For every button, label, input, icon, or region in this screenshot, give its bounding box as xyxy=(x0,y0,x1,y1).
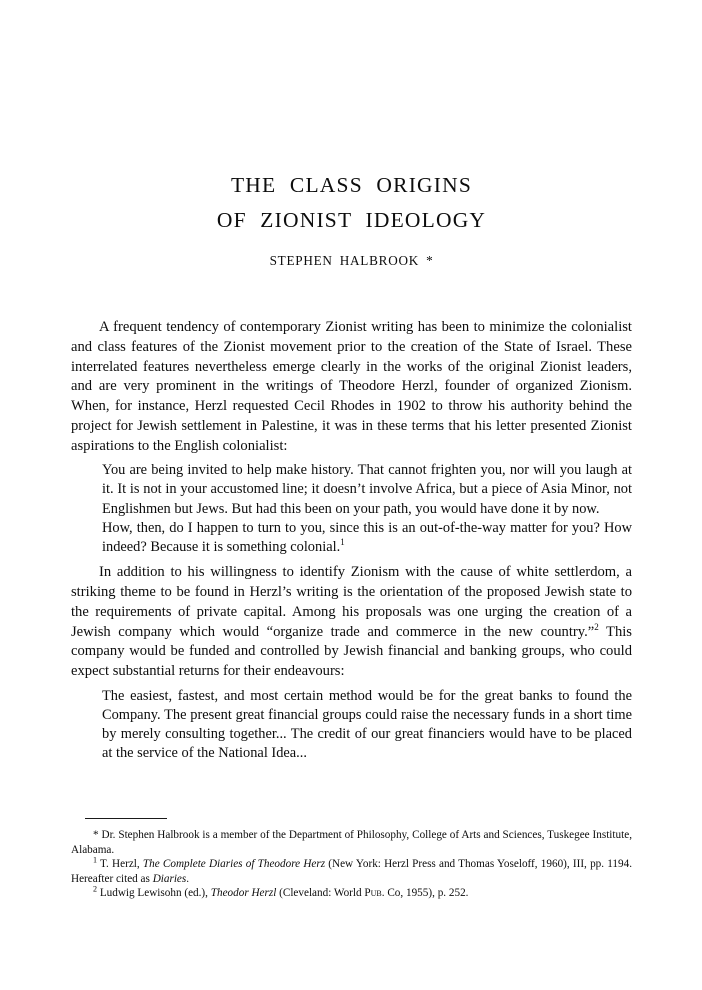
body-paragraph-2-part-1: In addition to his willingness to identify Zionism with the cause of white settlerdom, a striking theme to be found in Herzl’s writing is the orientation of the proposed Jewish state to the requirements of private capital. Among his proposals was one urging the creation of a Jewish company which would “organize trade and commerce in the new country.” xyxy=(71,564,632,640)
block-quote-2 xyxy=(102,687,632,764)
footnote-asterisk-text: Dr. Stephen Halbrook is a member of the Department of Philosophy, College of Arts and Sciences, Tuskegee Institute, Alabama. xyxy=(71,829,632,856)
footnote-2-pre: Ludwig Lewisohn (ed.), xyxy=(99,887,211,900)
footnote-asterisk xyxy=(71,828,632,857)
article-byline: STEPHEN HALBROOK * xyxy=(269,253,434,268)
article-title-line-1: THE CLASS ORIGINS xyxy=(230,173,473,197)
block-quote-1-paragraph-1: You are being invited to help make history. That cannot frighten you, nor will you laugh at it. It is not in your accustomed line; it doesn’t involve Africa, but a piece of Asia Minor, not Englishmen but Jews. But had this been on your path, you would have done it by now. xyxy=(102,462,632,517)
body-paragraph-1: A frequent tendency of contemporary Zionist writing has been to minimize the colonialist and class features of the Zionist movement prior to the creation of the State of Israel. These interrelated features nevertheless emerge clearly in the works of the original Zionist leaders, and are very prominent in the writings of Theodore Herzl, founder of organized Zionism. When, for instance, Herzl requested Cecil Rhodes in 1902 to throw his authority behind the project for Jewish settlement in Palestine, it was in these terms that his letter presented Zionist aspirations to the English colonialist: xyxy=(71,319,632,454)
footnote-1 xyxy=(71,857,632,886)
footnote-separator-rule xyxy=(85,818,167,819)
footnote-1-post: . xyxy=(186,872,190,885)
footnote-1-short-title: Diaries xyxy=(152,872,187,885)
footnote-reference-2[interactable]: 2 xyxy=(594,621,599,632)
footnote-asterisk-marker: * xyxy=(93,829,99,841)
article-body-column xyxy=(71,318,632,764)
block-quote-2-paragraph-1: The easiest, fastest, and most certain method would be for the great banks to found the Company. The present great financial groups could raise the necessary funds in a short time by merely consulting together... The credit of our great financiers would have to be placed at the service of the National Idea... xyxy=(102,687,632,762)
footnote-1-mid: (New York: Herzl Press and Thomas Yoseloff, 1960), III, pp. 1194. Hereafter cited as xyxy=(71,858,633,885)
body-paragraph-2-part-2: This company would be funded and controlled by Jewish financial and banking groups, who could expect substantial returns for their endeavours: xyxy=(71,623,632,680)
block-quote-1-paragraph-2-text: How, then, do I happen to turn to you, since this is an out-of-the-way matter for you? How indeed? Because it is something colonial. xyxy=(102,519,632,556)
footnote-reference-1[interactable]: 1 xyxy=(340,537,345,548)
block-quote-1-paragraph-2 xyxy=(102,519,632,557)
footnote-1-title: The Complete Diaries of Theodore Herz xyxy=(142,858,326,871)
footnote-2-smallcaps: ub xyxy=(370,887,382,900)
footnote-1-marker: 1 xyxy=(93,855,98,865)
footnote-2-post: . Co, 1955), p. 252. xyxy=(381,887,469,900)
footnote-1-pre: T. Herzl, xyxy=(100,858,143,871)
body-paragraph-2 xyxy=(71,563,632,682)
footnotes-section xyxy=(71,818,632,901)
footnote-2 xyxy=(71,886,632,901)
footnote-2-mid: (Cleveland: World P xyxy=(276,887,371,900)
block-quote-1 xyxy=(102,461,632,557)
footnote-2-title: Theodor Herzl xyxy=(210,887,277,900)
footnote-2-marker: 2 xyxy=(93,884,98,894)
article-title-line-2: OF ZIONIST IDEOLOGY xyxy=(216,208,487,232)
article-title xyxy=(71,168,632,238)
